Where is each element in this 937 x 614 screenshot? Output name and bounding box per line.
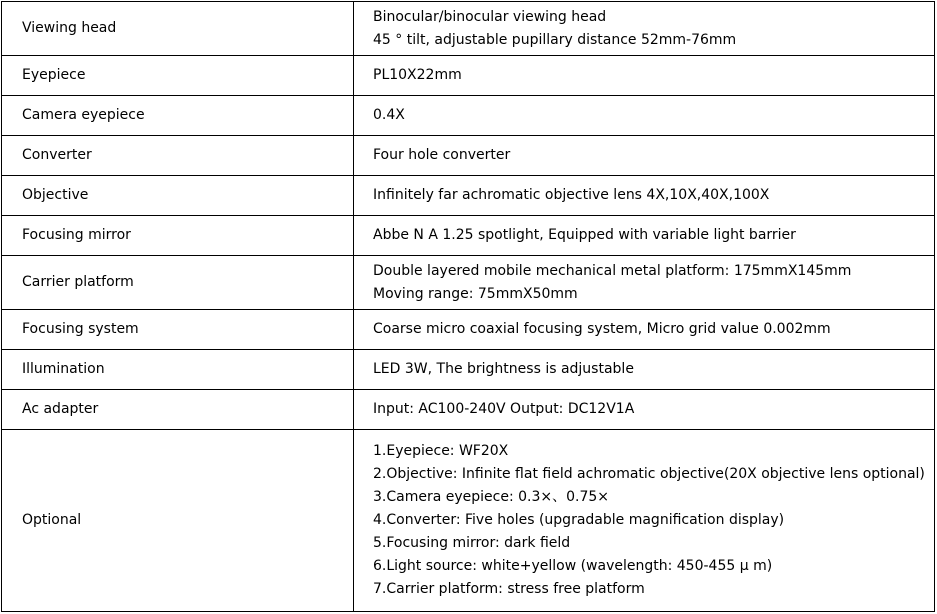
value-line: 45 ° tilt, adjustable pupillary distance 52mm-76mm [373,31,737,48]
table-row [2,176,935,216]
value-line: Double layered mobile mechanical metal platform: 175mmX145mm [373,262,852,279]
row-value [354,310,935,350]
value-line: LED 3W, The brightness is adjustable [373,361,634,377]
row-value [354,2,935,56]
value-line: Moving range: 75mmX50mm [373,285,578,302]
table-row [2,256,935,310]
value-line: PL10X22mm [373,67,462,83]
row-label: Optional [2,430,354,612]
value-line: Binocular/binocular viewing head [373,8,607,25]
value-line: Input: AC100-240V Output: DC12V1A [373,401,635,417]
value-line: 3.Camera eyepiece: 0.3×、0.75× [373,489,610,505]
table-row [2,136,935,176]
row-value [354,216,935,256]
value-line: 0.4X [373,107,405,123]
row-label: Ac adapter [2,390,354,430]
table-row [2,56,935,96]
row-label: Focusing mirror [2,216,354,256]
row-value [354,96,935,136]
row-label: Converter [2,136,354,176]
table-row [2,216,935,256]
table-row [2,310,935,350]
value-line: Four hole converter [373,147,511,163]
row-label: Carrier platform [2,256,354,310]
row-value [354,256,935,310]
row-value [354,176,935,216]
value-line: 2.Objective: Infinite flat field achromatic objective(20X objective lens optional) [373,466,925,482]
row-label: Eyepiece [2,56,354,96]
table-row [2,390,935,430]
table-row [2,350,935,390]
row-label: Focusing system [2,310,354,350]
table-row [2,96,935,136]
specification-table [1,1,935,612]
value-line: Infinitely far achromatic objective lens 4X,10X,40X,100X [373,187,770,203]
row-label: Viewing head [2,2,354,56]
row-value [354,136,935,176]
row-label: Illumination [2,350,354,390]
value-line: Abbe N A 1.25 spotlight, Equipped with variable light barrier [373,227,796,243]
table-row [2,2,935,56]
row-label: Objective [2,176,354,216]
row-value [354,390,935,430]
row-value [354,430,935,612]
value-line: 4.Converter: Five holes (upgradable magnification display) [373,512,785,528]
value-line: 1.Eyepiece: WF20X [373,443,509,459]
row-value [354,350,935,390]
table-row [2,430,935,612]
value-line: 5.Focusing mirror: dark field [373,535,571,551]
value-line: 7.Carrier platform: stress free platform [373,581,645,597]
row-value [354,56,935,96]
value-line: 6.Light source: white+yellow (wavelength: 450-455 μ m) [373,558,773,574]
value-line: Coarse micro coaxial focusing system, Micro grid value 0.002mm [373,321,831,337]
row-label: Camera eyepiece [2,96,354,136]
